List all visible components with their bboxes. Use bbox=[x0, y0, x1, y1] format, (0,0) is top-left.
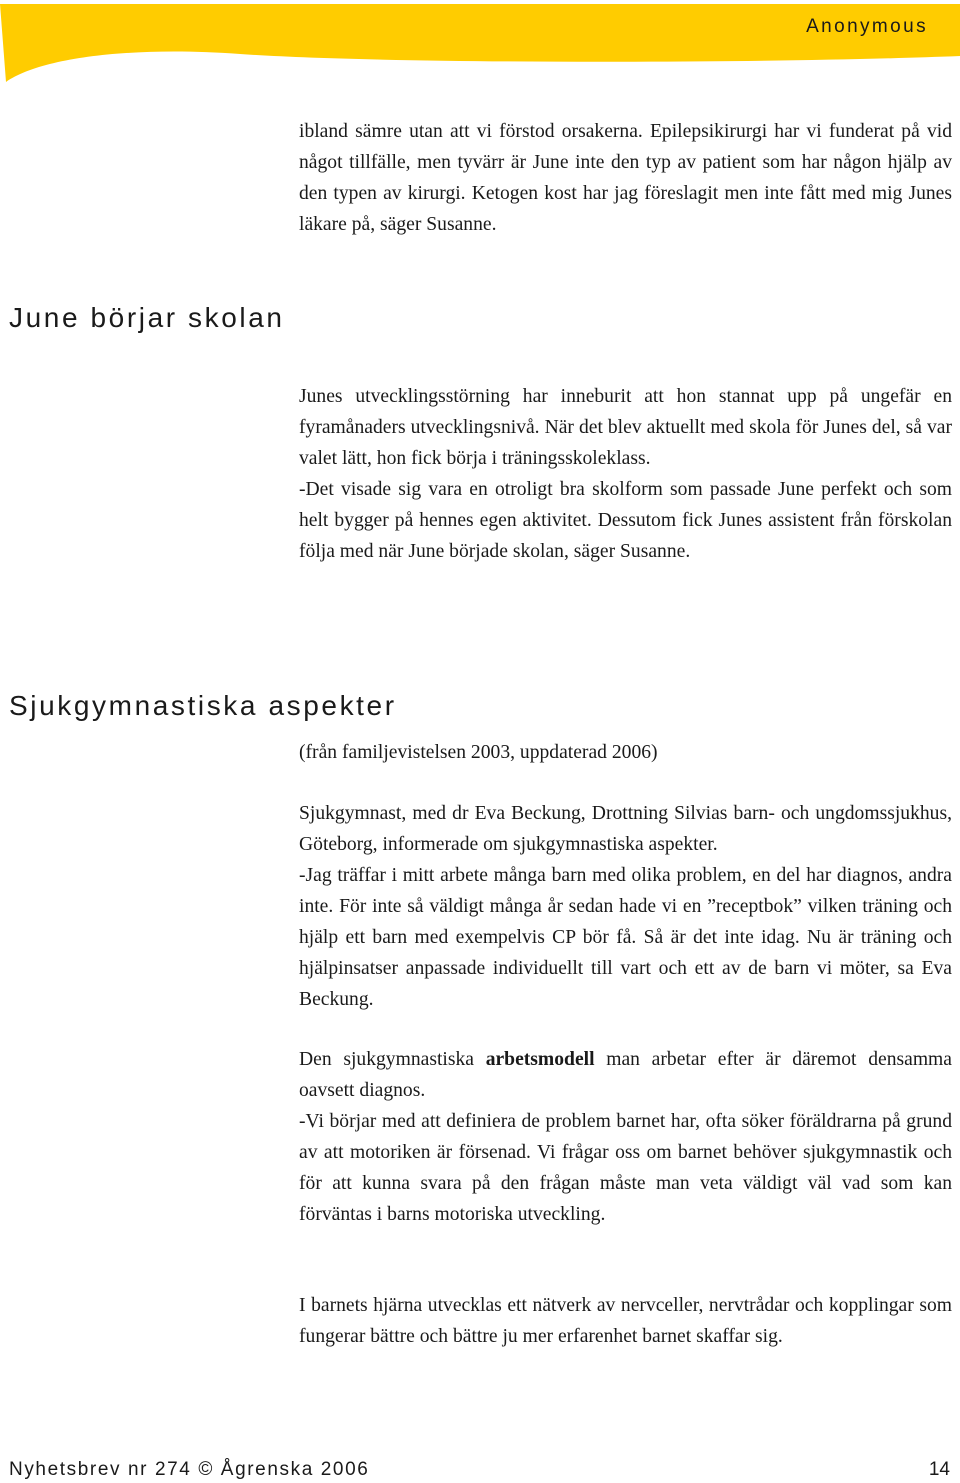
intro-text bbox=[299, 116, 952, 240]
section2-paragraph-1: Sjukgymnast, med dr Eva Beckung, Drottning Silvias barn- och ungdomssjukhus, Göteborg, informerade om sjukgymnastiska aspekter. bbox=[299, 803, 952, 855]
section2-source bbox=[299, 737, 952, 768]
header-label: Anonymous bbox=[806, 16, 928, 37]
section-heading-june: June börjar skolan bbox=[9, 302, 285, 333]
footer-page-number: 14 bbox=[928, 1459, 950, 1480]
section2-paragraph-2: -Jag träffar i mitt arbete många barn med olika problem, en del har diagnos, andra inte. För inte så väldigt många år sedan hade vi en ”receptbok” vilken träning och hjälp ett barn med exempelvis CP bör få. Så är det inte idag. Nu är träning och hjälpinsatser anpassade individuellt till vart och ett av de barn vi möter, sa Eva Beckung. bbox=[299, 865, 952, 1010]
section2-body-a bbox=[299, 798, 952, 1015]
section2-paragraph-5: I barnets hjärna utvecklas ett nätverk av nervceller, nervtrådar och kopplingar som fungerar bättre och bättre ju mer erfarenhet barnet skaffar sig. bbox=[299, 1295, 952, 1347]
section1-body bbox=[299, 381, 952, 567]
p3-bold-term: arbetsmodell bbox=[485, 1049, 595, 1070]
p3-text-after: man arbetar efter är däremot densamma oavsett diagnos. bbox=[299, 1049, 952, 1101]
section1-paragraph-2: -Det visade sig vara en otroligt bra skolform som passade June perfekt och som helt bygger på hennes egen aktivitet. Dessutom fick Junes assistent från förskolan följa med när June började skolan, säger Susanne. bbox=[299, 479, 952, 562]
section2-body-b bbox=[299, 1044, 952, 1230]
header-band bbox=[0, 0, 960, 90]
section2-body-c bbox=[299, 1290, 952, 1352]
section1-paragraph-1: Junes utvecklingsstörning har inneburit att hon stannat upp på ungefär en fyramånaders utvecklingsnivå. När det blev aktuellt med skola för Junes del, så var valet lätt, hon fick börja i träningsskoleklass. bbox=[299, 386, 952, 469]
section2-paragraph-4: -Vi börjar med att definiera de problem barnet har, ofta söker föräldrarna på grund av att motoriken är försenad. Vi frågar oss om barnet behöver sjukgymnastik och för att kunna svara på den frågan måste man veta väldigt väl vad som kan förväntas i barns motoriska utveckling. bbox=[299, 1111, 952, 1225]
header-band-shape bbox=[0, 0, 960, 90]
section2-source-line: (från familjevistelsen 2003, uppdaterad 2006) bbox=[299, 742, 658, 763]
footer-newsletter-label: Nyhetsbrev nr 274 © Ågrenska 2006 bbox=[9, 1459, 370, 1480]
intro-paragraph: ibland sämre utan att vi förstod orsakerna. Epilepsikirurgi har vi funderat på vid något tillfälle, men tyvärr är June inte den typ av patient som har någon hjälp av den typen av kirurgi. Ketogen kost har jag föreslagit men inte fått med mig Junes läkare på, säger Susanne. bbox=[299, 121, 952, 235]
p3-text-before: Den sjukgymnastiska bbox=[299, 1049, 486, 1070]
section-heading-sjukgymnastiska: Sjukgymnastiska aspekter bbox=[9, 690, 397, 721]
section2-paragraph-3 bbox=[299, 1044, 952, 1106]
